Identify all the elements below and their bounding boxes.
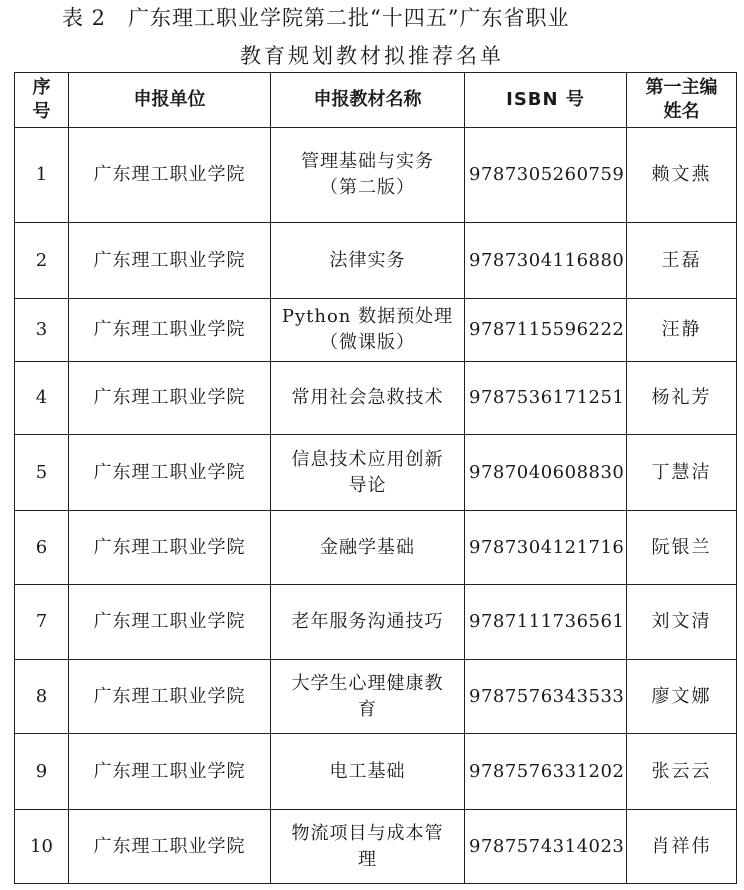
- textbook-name-cell: [271, 511, 465, 585]
- textbook-name-cell: [271, 362, 465, 435]
- applying-unit-cell: 广东理工职业学院: [69, 511, 271, 585]
- textbook-name-cell: [271, 128, 465, 223]
- chief-editor-cell: 肖祥伟: [627, 810, 737, 884]
- table-row: [15, 734, 737, 810]
- textbook-name-line-1: 老年服务沟通技巧: [291, 611, 444, 632]
- isbn-cell: 9787574314023: [465, 810, 627, 884]
- textbook-name-line-1: 物流项目与成本管: [291, 822, 444, 844]
- chief-editor-cell: 张云云: [627, 734, 737, 810]
- isbn-cell: 9787576331202: [465, 734, 627, 810]
- textbook-name-cell: [271, 585, 465, 660]
- textbook-name-line-2: （微课版）: [320, 332, 415, 353]
- applying-unit-cell: 广东理工职业学院: [69, 128, 271, 223]
- table-header-row: [15, 73, 737, 128]
- isbn-cell: 9787040608830: [465, 435, 627, 511]
- header-isbn: ISBN 号: [465, 73, 627, 128]
- textbook-name-line-1: 信息技术应用创新: [291, 448, 444, 470]
- chief-editor-cell: 廖文娜: [627, 660, 737, 734]
- applying-unit-cell: 广东理工职业学院: [69, 435, 271, 511]
- chief-editor-cell: 刘文清: [627, 585, 737, 660]
- header-textbook-name: 申报教材名称: [271, 73, 465, 128]
- serial-number-cell: 8: [15, 660, 69, 734]
- header-editor-line-2: 姓名: [663, 101, 700, 122]
- table-row: [15, 362, 737, 435]
- textbook-name-line-1: 法律实务: [329, 249, 406, 271]
- table-row: [15, 223, 737, 299]
- textbook-name-line-2: （第二版）: [320, 177, 415, 198]
- textbook-name-line-1: 管理基础与实务: [301, 151, 434, 172]
- chief-editor-cell: 丁慧洁: [627, 435, 737, 511]
- isbn-cell: 9787304121716: [465, 511, 627, 585]
- isbn-cell: 9787304116880: [465, 223, 627, 299]
- recommendation-table: [14, 72, 737, 884]
- textbook-name-line-1: 大学生心理健康教: [291, 672, 444, 694]
- serial-number-cell: 3: [15, 299, 69, 362]
- serial-number-cell: 1: [15, 128, 69, 223]
- table-row: [15, 660, 737, 734]
- serial-number-cell: 4: [15, 362, 69, 435]
- header-serial-number: [15, 73, 69, 128]
- serial-number-cell: 7: [15, 585, 69, 660]
- table-row: [15, 810, 737, 884]
- textbook-name-line-2: 理: [358, 848, 377, 870]
- table-row: [15, 585, 737, 660]
- serial-number-cell: 5: [15, 435, 69, 511]
- header-chief-editor: [627, 73, 737, 128]
- chief-editor-cell: 汪静: [627, 299, 737, 362]
- isbn-cell: 9787536171251: [465, 362, 627, 435]
- isbn-cell: 9787115596222: [465, 299, 627, 362]
- document-title-line-2: 教育规划教材拟推荐名单: [240, 44, 504, 68]
- textbook-name-cell: [271, 660, 465, 734]
- textbook-name-cell: [271, 734, 465, 810]
- chief-editor-cell: 王磊: [627, 223, 737, 299]
- isbn-cell: 9787576343533: [465, 660, 627, 734]
- textbook-name-cell: [271, 299, 465, 362]
- serial-number-cell: 6: [15, 511, 69, 585]
- serial-number-cell: 9: [15, 734, 69, 810]
- textbook-name-line-1: 电工基础: [329, 760, 406, 782]
- applying-unit-cell: 广东理工职业学院: [69, 585, 271, 660]
- textbook-name-line-1: 常用社会急救技术: [291, 387, 444, 408]
- table-row: [15, 435, 737, 511]
- applying-unit-cell: 广东理工职业学院: [69, 299, 271, 362]
- table-row: [15, 128, 737, 223]
- serial-number-cell: 10: [15, 810, 69, 884]
- chief-editor-cell: 赖文燕: [627, 128, 737, 223]
- textbook-name-cell: [271, 810, 465, 884]
- applying-unit-cell: 广东理工职业学院: [69, 734, 271, 810]
- header-editor-line-1: 第一主编: [645, 77, 718, 98]
- textbook-name-cell: [271, 223, 465, 299]
- textbook-name-line-1: 金融学基础: [320, 536, 415, 558]
- chief-editor-cell: 杨礼芳: [627, 362, 737, 435]
- table-row: [15, 511, 737, 585]
- applying-unit-cell: 广东理工职业学院: [69, 810, 271, 884]
- applying-unit-cell: 广东理工职业学院: [69, 362, 271, 435]
- isbn-cell: 9787111736561: [465, 585, 627, 660]
- textbook-name-line-2: 育: [358, 698, 377, 720]
- header-applying-unit: 申报单位: [69, 73, 271, 128]
- textbook-name-line-2: 导论: [348, 474, 387, 496]
- header-serial-line-1: 序: [32, 77, 51, 98]
- textbook-name-cell: [271, 435, 465, 511]
- serial-number-cell: 2: [15, 223, 69, 299]
- document-title-line-1: 表 2 广东理工职业学院第二批“十四五”广东省职业: [62, 6, 570, 30]
- applying-unit-cell: 广东理工职业学院: [69, 223, 271, 299]
- isbn-cell: 9787305260759: [465, 128, 627, 223]
- chief-editor-cell: 阮银兰: [627, 511, 737, 585]
- applying-unit-cell: 广东理工职业学院: [69, 660, 271, 734]
- table-row: [15, 299, 737, 362]
- header-serial-line-2: 号: [32, 101, 51, 122]
- textbook-name-line-1: Python 数据预处理: [281, 306, 454, 327]
